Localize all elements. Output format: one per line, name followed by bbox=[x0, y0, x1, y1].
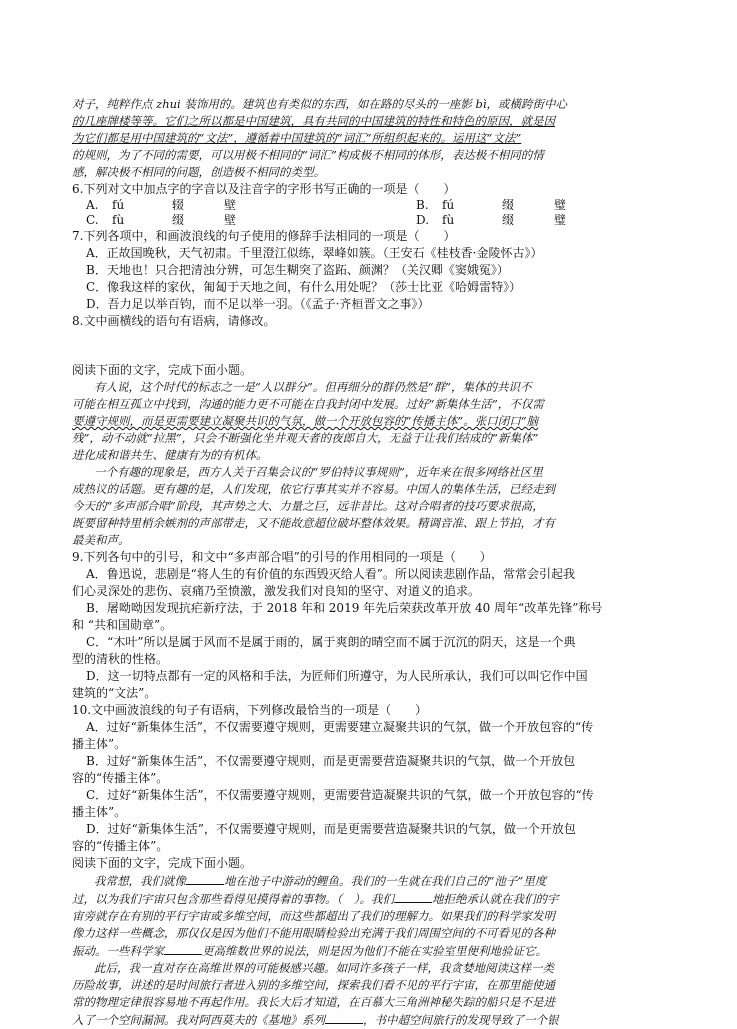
question-10 bbox=[72, 702, 672, 855]
intro-line: 的几座牌楼等等。它们之所以都是中国建筑，具有共同的中国建筑的特性和特色的原因，就是因 bbox=[72, 114, 555, 128]
fill-blank[interactable] bbox=[186, 872, 224, 885]
intro-line: 感，解决极不相同的问题，创造极不相同的类型。 bbox=[72, 165, 325, 179]
intro-line: 对子，纯粹作点 zhui 装饰用的。建筑也有类似的东西，如在路的尽头的一座影 bì，或横跨街中心 bbox=[72, 97, 568, 111]
section-heading: 阅读下面的文字，完成下面小题。 bbox=[72, 856, 253, 870]
passage-line: 可能在相互孤立中找到，沟通的能力更不可能在自我封闭中发展。过好“新集体生活”，不仅需 bbox=[72, 397, 544, 411]
intro-line: 的规则，为了不同的需要，可以用极不相同的“词汇”构成极不相同的体形，表达极不相同的情 bbox=[72, 148, 544, 162]
section-heading: 阅读下面的文字，完成下面小题。 bbox=[72, 363, 253, 377]
passage-line: 过，以为我们宇宙只包含那些看得见摸得着的事物。（ ）。我们 地拒绝承认就在我们的宇 bbox=[72, 892, 559, 906]
question-stem: 10.文中画波浪线的句子有语病，下列修改最恰当的一项是（ ） bbox=[72, 703, 428, 717]
passage-line: 历险故事，讲述的是时间旅行者进入别的多维空间，探索我们看不见的平行宇宙，在那里能使通 bbox=[72, 978, 555, 992]
exam-page bbox=[72, 96, 672, 1029]
passage-line: 振动。一些科学家 更高维数世界的说法，则是因为他们不能在实验室里便利地验证它。 bbox=[72, 944, 547, 958]
question-7 bbox=[72, 228, 672, 313]
option-c[interactable]: C. fù 缀 壁 bbox=[86, 213, 237, 227]
passage-3 bbox=[72, 855, 672, 1029]
passage-line: 要遵守规则，而是更需要建立凝聚共识的气氛，做一个开放包容的“传播主体”。张口闭口“脑 bbox=[72, 414, 539, 428]
question-9 bbox=[72, 549, 672, 702]
option-d[interactable]: D. fù 缀 璧 bbox=[416, 213, 567, 227]
fill-blank[interactable] bbox=[164, 942, 202, 955]
passage-line: 有人说，这个时代的标志之一是“人以群分”。但再细分的群仍然是“群”，集体的共识不 bbox=[94, 380, 532, 394]
option-d[interactable]: D．这一切特点都有一定的风格和手法，为匠师们所遵守，为人民所承认，我们可以叫它作中国 建筑的“文法”。 bbox=[72, 669, 588, 700]
fill-blank[interactable] bbox=[325, 1011, 363, 1024]
intro-passage bbox=[72, 96, 672, 181]
question-stem: 7.下列各项中，和画波浪线的句子使用的修辞手法相同的一项是（ ） bbox=[72, 229, 456, 243]
option-a[interactable]: A．鲁迅说，悲剧是“将人生的有价值的东西毁灭给人看”。所以阅读悲剧作品，常常会引起我 们心灵深处的悲伤、哀痛乃至愤激，激发我们对良知的坚守、对道义的追求。 bbox=[72, 567, 575, 598]
option-c[interactable]: C．“木叶”所以是属于风而不是属于雨的，属于爽朗的晴空而不属于沉沉的阴天，这是一个典 型的清秋的性格。 bbox=[72, 635, 576, 666]
passage-line: 像力这样一些概念，那仅仅是因为他们不能用眼睛检验出充满于我们周围空间的不可看见的各种 bbox=[72, 926, 555, 940]
option-a[interactable]: A. fú 辍 壁 bbox=[86, 198, 237, 212]
question-6 bbox=[72, 181, 672, 228]
passage-line: 常的物理定律很容易地不再起作用。我长大后才知道，在百慕大三角洲神秘失踪的船只是不是进 bbox=[72, 995, 555, 1009]
option-c[interactable]: C．过好“新集体生活”，不仅需要遵守规则，更需要营造凝聚共识的气氛，做一个开放包容的“传 播主体”。 bbox=[72, 788, 594, 819]
passage-line: 成热议的话题。更有趣的是，人们发现，依它行事其实并不容易。中国人的集体生活，已经走到 bbox=[72, 482, 555, 496]
fill-blank[interactable] bbox=[394, 890, 432, 903]
answer-space[interactable] bbox=[72, 330, 672, 362]
question-stem: 6.下列对文中加点字的字音以及注音字的字形书写正确的一项是（ ） bbox=[72, 182, 456, 196]
option-b[interactable]: B．过好“新集体生活”，不仅需要遵守规则，而是更需要营造凝聚共识的气氛，做一个开放包 容的“传播主体”。 bbox=[72, 754, 576, 785]
passage-line: 我常想，我们就像 地在池子中游动的鲤鱼。我们的一生就在我们自己的“池子”里度 bbox=[94, 874, 547, 888]
question-8 bbox=[72, 313, 672, 330]
passage-line: 一个有趣的现象是，西方人关于召集会议的“罗伯特议事规则”，近年来在很多网络社区里 bbox=[94, 465, 543, 479]
passage-line: 最美和声。 bbox=[72, 533, 130, 547]
option-d[interactable]: D．吾力足以举百钧，而不足以举一羽。（《孟子·齐桓晋文之事》） bbox=[86, 297, 430, 311]
passage-line: 今天的“多声部合唱”阶段，其声势之大、力量之巨，远非昔比。这对合唱者的技巧要求很高， bbox=[72, 499, 544, 513]
passage-line: 既要留种特里梢余嫉剂的声部带走，又不能故意超位破坏整体效果。精调音准、跟上节拍，才有 bbox=[72, 516, 555, 530]
option-b[interactable]: B．天地也！只合把清浊分辨，可怎生糊突了盗跖、颜渊？（关汉卿《窦娥冤》） bbox=[86, 263, 509, 277]
passage-2 bbox=[72, 362, 672, 549]
option-a[interactable]: A．过好“新集体生活”，不仅需要遵守规则，更需要建立凝聚共识的气氛，做一个开放包容的“传 播主体”。 bbox=[72, 720, 594, 751]
option-a[interactable]: A．正故国晚秋，天气初肃。千里澄江似练，翠峰如簇。（王安石《桂枝香·金陵怀古》） bbox=[86, 246, 543, 260]
option-c[interactable]: C．像我这样的家伙，匍匐于天地之间，有什么用处呢？（莎士比亚《哈姆雷特》） bbox=[86, 280, 522, 294]
passage-line: 此后，我一直对存在高维世界的可能极感兴趣。如同许多孩子一样，我贪婪地阅读这样一类 bbox=[94, 961, 554, 975]
passage-line: 宙旁就存在有别的平行宇宙或多维空间，而这些都超出了我们的理解力。如果我们的科学家发明 bbox=[72, 909, 555, 923]
passage-line: 残”，动不动就“拉黑”，只会不断强化坐井观天者的夜郎自大，无益于让我们结成的“新集体” bbox=[72, 431, 539, 445]
option-b[interactable]: B．屠呦呦因发现抗疟新疗法，于 2018 年和 2019 年先后荣获改革开放 40 周年“改革先锋”称号 和 “共和国勋章”。 bbox=[72, 601, 603, 632]
question-stem: 8.文中画横线的语句有语病，请修改。 bbox=[72, 314, 276, 328]
option-b[interactable]: B. fú 缀 璧 bbox=[416, 198, 567, 212]
question-stem: 9.下列各句中的引号，和文中“多声部合唱”的引号的作用相同的一项是（ ） bbox=[72, 550, 492, 564]
option-d[interactable]: D．过好“新集体生活”，不仅需要遵守规则，而是更需要营造凝聚共识的气氛，做一个开放包 容的“传播主体”。 bbox=[72, 822, 576, 853]
passage-line: 入了一个空间漏洞。我对阿西莫夫的《基地》系列 ，书中超空间旅行的发现导致了一个银 bbox=[72, 1013, 559, 1027]
passage-line: 进化成和谐共生、健康有为的有机体。 bbox=[72, 448, 268, 462]
intro-line: 为它们都是用中国建筑的“文法”，遵循着中国建筑的“词汇”所组织起来的。运用这“文法” bbox=[72, 131, 522, 145]
